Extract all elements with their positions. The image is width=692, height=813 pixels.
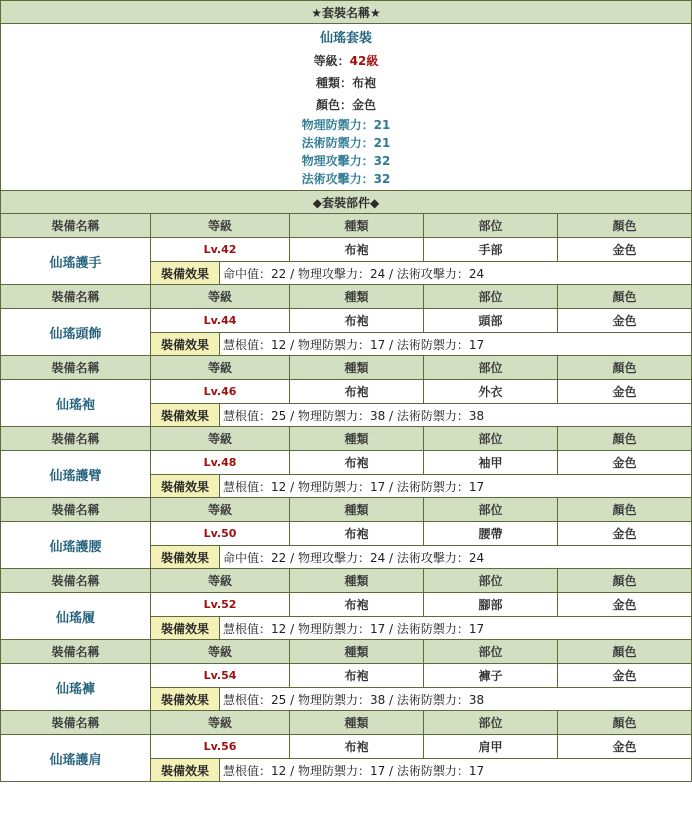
item-name: 仙瑤頭飾 (1, 309, 151, 356)
column-header-slot: 部位 (424, 640, 558, 664)
set-stat-magic-attack: 法術攻擊力：32 (301, 172, 391, 186)
set-name-header: ★套裝名稱★ (1, 1, 692, 24)
item-color: 金色 (558, 451, 692, 475)
item-slot: 腰帶 (424, 522, 558, 546)
item-name: 仙瑤護手 (1, 238, 151, 285)
item-slot: 袖甲 (424, 451, 558, 475)
set-level-label: 等級： (313, 54, 350, 68)
column-header-color: 顏色 (558, 640, 692, 664)
column-header-name: 裝備名稱 (1, 711, 151, 735)
item-level: Lv.56 (151, 735, 290, 759)
column-header-type: 種類 (290, 214, 424, 238)
item-row (1, 593, 692, 617)
column-header-level: 等級 (151, 498, 290, 522)
column-header-level: 等級 (151, 640, 290, 664)
item-name: 仙瑤褲 (1, 664, 151, 711)
column-header-type: 種類 (290, 427, 424, 451)
set-summary (1, 24, 692, 191)
item-type: 布袍 (290, 593, 424, 617)
item-row (1, 309, 692, 333)
item-slot: 頭部 (424, 309, 558, 333)
effect-label: 裝備效果 (151, 404, 220, 427)
column-header-row (1, 498, 692, 522)
item-level: Lv.50 (151, 522, 290, 546)
item-slot: 外衣 (424, 380, 558, 404)
column-header-row (1, 711, 692, 735)
column-header-level: 等級 (151, 569, 290, 593)
item-type: 布袍 (290, 664, 424, 688)
column-header-color: 顏色 (558, 569, 692, 593)
set-stat-physical-attack: 物理攻擊力：32 (301, 154, 391, 168)
item-name: 仙瑤護臂 (1, 451, 151, 498)
set-stat-magic-defense: 法術防禦力：21 (301, 136, 391, 150)
item-slot: 褲子 (424, 664, 558, 688)
item-level: Lv.52 (151, 593, 290, 617)
column-header-name: 裝備名稱 (1, 214, 151, 238)
item-effect: 慧根值：12 / 物理防禦力：17 / 法術防禦力：17 (220, 333, 692, 356)
set-color: 顏色：金色 (316, 98, 377, 112)
column-header-color: 顏色 (558, 427, 692, 451)
column-header-name: 裝備名稱 (1, 285, 151, 309)
item-type: 布袍 (290, 735, 424, 759)
item-row (1, 522, 692, 546)
column-header-slot: 部位 (424, 356, 558, 380)
column-header-slot: 部位 (424, 427, 558, 451)
column-header-row (1, 285, 692, 309)
set-type: 種類：布袍 (316, 76, 377, 90)
item-slot: 腳部 (424, 593, 558, 617)
column-header-type: 種類 (290, 285, 424, 309)
set-level-value: 42級 (349, 54, 379, 68)
item-type: 布袍 (290, 238, 424, 262)
column-header-slot: 部位 (424, 498, 558, 522)
column-header-name: 裝備名稱 (1, 498, 151, 522)
item-row (1, 735, 692, 759)
set-name: 仙瑤套裝 (320, 31, 373, 46)
column-header-slot: 部位 (424, 569, 558, 593)
item-level: Lv.54 (151, 664, 290, 688)
column-header-slot: 部位 (424, 285, 558, 309)
item-row (1, 238, 692, 262)
item-color: 金色 (558, 238, 692, 262)
item-level: Lv.44 (151, 309, 290, 333)
column-header-row (1, 214, 692, 238)
column-header-level: 等級 (151, 285, 290, 309)
set-parts-header: ◆套裝部件◆ (1, 191, 692, 214)
set-level (1, 50, 691, 72)
item-row (1, 380, 692, 404)
effect-label: 裝備效果 (151, 333, 220, 356)
item-effect: 慧根值：25 / 物理防禦力：38 / 法術防禦力：38 (220, 688, 692, 711)
column-header-color: 顏色 (558, 285, 692, 309)
item-row (1, 664, 692, 688)
item-type: 布袍 (290, 451, 424, 475)
item-name: 仙瑤履 (1, 593, 151, 640)
item-name: 仙瑤護腰 (1, 522, 151, 569)
item-type: 布袍 (290, 522, 424, 546)
item-color: 金色 (558, 380, 692, 404)
column-header-name: 裝備名稱 (1, 356, 151, 380)
column-header-color: 顏色 (558, 498, 692, 522)
column-header-name: 裝備名稱 (1, 640, 151, 664)
column-header-type: 種類 (290, 640, 424, 664)
column-header-row (1, 427, 692, 451)
item-name: 仙瑤護肩 (1, 735, 151, 782)
column-header-name: 裝備名稱 (1, 569, 151, 593)
column-header-color: 顏色 (558, 214, 692, 238)
item-slot: 肩甲 (424, 735, 558, 759)
column-header-slot: 部位 (424, 711, 558, 735)
column-header-level: 等級 (151, 356, 290, 380)
item-type: 布袍 (290, 380, 424, 404)
item-color: 金色 (558, 593, 692, 617)
column-header-type: 種類 (290, 356, 424, 380)
item-level: Lv.42 (151, 238, 290, 262)
column-header-level: 等級 (151, 711, 290, 735)
item-effect: 命中值：22 / 物理攻擊力：24 / 法術攻擊力：24 (220, 546, 692, 569)
item-slot: 手部 (424, 238, 558, 262)
item-effect: 慧根值：12 / 物理防禦力：17 / 法術防禦力：17 (220, 475, 692, 498)
column-header-type: 種類 (290, 498, 424, 522)
item-color: 金色 (558, 735, 692, 759)
item-effect: 慧根值：25 / 物理防禦力：38 / 法術防禦力：38 (220, 404, 692, 427)
effect-label: 裝備效果 (151, 546, 220, 569)
column-header-row (1, 569, 692, 593)
item-color: 金色 (558, 522, 692, 546)
item-color: 金色 (558, 664, 692, 688)
column-header-name: 裝備名稱 (1, 427, 151, 451)
effect-label: 裝備效果 (151, 262, 220, 285)
column-header-level: 等級 (151, 214, 290, 238)
column-header-row (1, 640, 692, 664)
column-header-type: 種類 (290, 569, 424, 593)
column-header-color: 顏色 (558, 711, 692, 735)
item-effect: 慧根值：12 / 物理防禦力：17 / 法術防禦力：17 (220, 759, 692, 782)
column-header-type: 種類 (290, 711, 424, 735)
item-color: 金色 (558, 309, 692, 333)
item-level: Lv.46 (151, 380, 290, 404)
effect-label: 裝備效果 (151, 617, 220, 640)
column-header-row (1, 356, 692, 380)
effect-label: 裝備效果 (151, 475, 220, 498)
item-effect: 慧根值：12 / 物理防禦力：17 / 法術防禦力：17 (220, 617, 692, 640)
set-stat-physical-defense: 物理防禦力：21 (301, 118, 391, 132)
item-level: Lv.48 (151, 451, 290, 475)
column-header-level: 等級 (151, 427, 290, 451)
column-header-slot: 部位 (424, 214, 558, 238)
item-row (1, 451, 692, 475)
column-header-color: 顏色 (558, 356, 692, 380)
effect-label: 裝備效果 (151, 759, 220, 782)
item-type: 布袍 (290, 309, 424, 333)
item-name: 仙瑤袍 (1, 380, 151, 427)
item-effect: 命中值：22 / 物理攻擊力：24 / 法術攻擊力：24 (220, 262, 692, 285)
effect-label: 裝備效果 (151, 688, 220, 711)
